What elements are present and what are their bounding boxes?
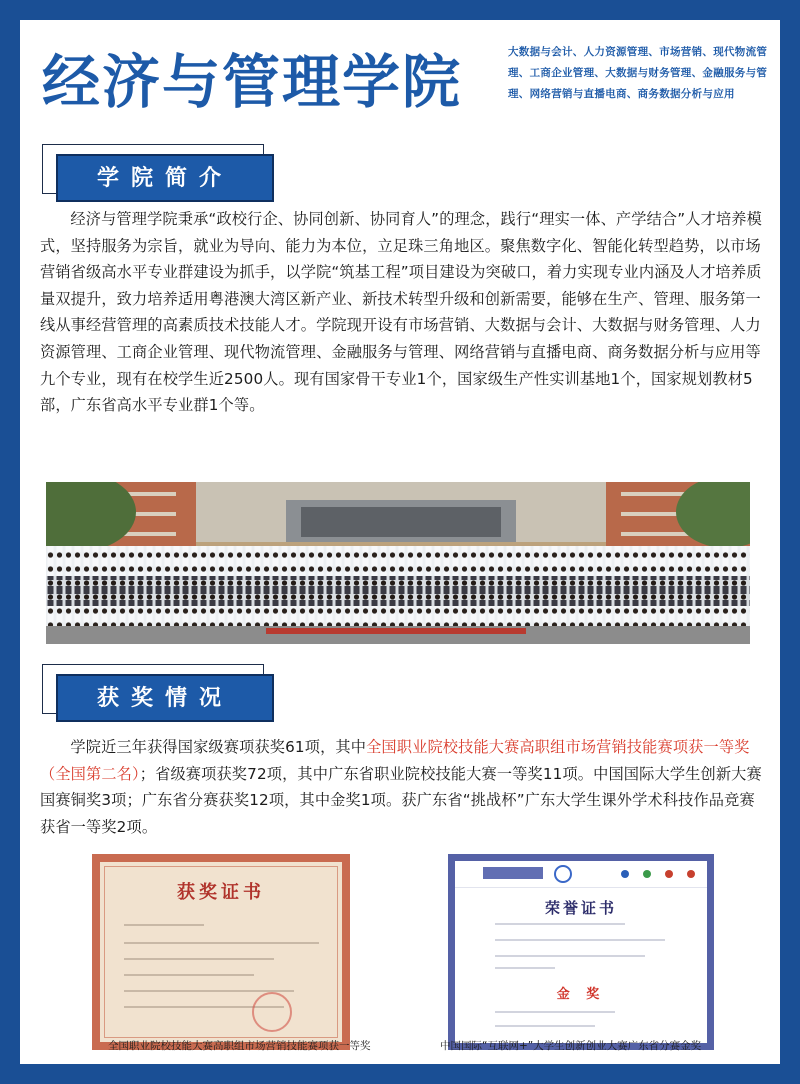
certificate-text-line [495,967,555,969]
awards-text-before: 学院近三年获得国家级赛项获奖61项，其中 [70,738,367,756]
awards-text-highlight: 全国职业院校技能大赛高职组市场营销技能赛项获一等奖（全国第二名） [40,738,750,783]
group-photo-image [46,482,750,644]
certificate-text-line [495,1025,595,1027]
intro-heading-label: 学院简介 [56,154,274,202]
certificate-caption-2: 中国国际“互联网+”大学生创新创业大赛广东省分赛金奖 [440,1040,702,1052]
majors-list: 大数据与会计、人力资源管理、市场营销、现代物流管理、工商企业管理、大数据与财务管理、金融服务与管理、网络营销与直播电商、商务数据分析与应用 [508,46,768,100]
certificate-caption-1: 全国职业院校技能大赛高职组市场营销技能赛项获一等奖 [108,1040,371,1052]
certificate-text-line [495,923,625,925]
certificate-text-line [495,955,645,957]
sponsor-logos-icon [455,861,707,887]
certificate-banner [455,861,707,888]
seal-stamp-icon [250,990,294,1034]
certificate-title: 获奖证书 [177,882,265,903]
poster-page [20,20,780,1064]
certificate-text-line [124,942,319,944]
page-title: 经济与管理学院 [42,48,463,116]
awards-text-after: ；省级赛项获奖72项，其中广东省职业院校技能大赛一等奖11项。中国国际大学生创新大赛国赛铜奖3项；广东省分赛获奖12项，其中金奖1项。获广东省“挑战杯”广东大学生课外学术科技作品竞赛获省一等奖2项。 [40,764,762,836]
certificate-text-line [124,974,254,976]
certificate-text-line [124,958,274,960]
certificate-internet-plus [448,854,714,1050]
intro-paragraph: 经济与管理学院秉承“政校行企、协同创新、协同育人”的理念，践行“理实一体、产学结合”人才培养模式，坚持服务为宗旨，就业为导向、能力为本位，立足珠三角地区。聚焦数字化、智能化转型趋势，以市场营销省级高水平专业群建设为抓手，以学院“筑基工程”项目建设为突破口，着力实现专业内涵及人才培养质量双提升，致力培养适用粤港澳大湾区新产业、新技术转型升级和创新需要，能够在生产、管理、服务第一线从事经营管理的高素质技术技能人才。学院现开设有市场营销、大数据与会计、大数据与财务管理、人力资源管理、工商企业管理、现代物流管理、金融服务与管理、网络营销与直播电商、商务数据分析与应用等九个专业，现有在校学生近2500人。现有国家骨干专业1个，国家级生产性实训基地1个，国家规划教材5部，广东省高水平专业群1个等。 [40,210,762,415]
awards-paragraph [40,734,762,840]
awards-heading-label: 获奖情况 [56,674,274,722]
certificate-title: 荣誉证书 [544,899,617,917]
group-photo [46,482,750,644]
certificate-award: 金 奖 [556,987,606,1002]
awards-section-heading [42,664,272,726]
certificate-skills-competition [92,854,350,1050]
certificate-text-line [495,1011,615,1013]
certificate-text-line [124,924,204,926]
intro-section-heading [42,144,272,206]
certificate-text-line [495,939,665,941]
